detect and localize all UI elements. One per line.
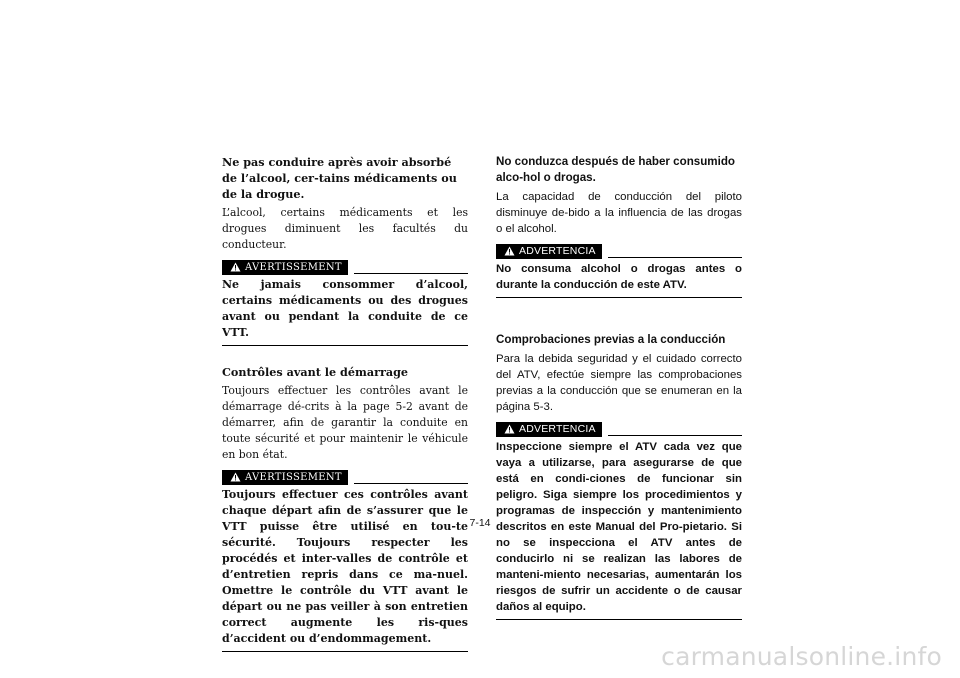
fr-warning-text-1: Ne jamais consommer d’alcool, certains médicaments ou des drogues avant ou pendant la conduite de ce VTT. — [222, 278, 468, 339]
fr-warning-box-2 — [222, 487, 468, 652]
warning-triangle-icon — [504, 424, 515, 434]
fr-precheck-body: Toujours effectuer les contrôles avant le démarrage dé-crits à la page 5-2 avant de démarrer, afin de garantir la conduite en toute sécurité et pour maintenir le véhicule en bon état. — [222, 384, 468, 461]
es-alcohol-heading: No conduzca después de haber consumido alco-hol o drogas. — [496, 155, 736, 184]
divider — [608, 257, 742, 258]
es-warning-badge-2 — [496, 422, 602, 437]
es-warning-header-1 — [496, 243, 742, 259]
fr-warning-header-2 — [222, 469, 468, 485]
es-warning-text-2: Inspeccione siempre el ATV cada vez que vaya a utilizarse, para asegurarse de que está en condi-ciones de funcionar sin peligro. Siga siempre los procedimientos y programas de inspección y mantenimiento descritos en este Manual del Pro-pietario. Si no se inspecciona el ATV antes de conducirlo ni se realizan las labores de manteni-miento necesarias, aumentarán los riesgos de sufrir un accidente o de causar daños al equipo. — [496, 441, 742, 613]
es-warning-label-2: ADVERTENCIA — [519, 423, 596, 435]
es-precheck-heading: Comprobaciones previas a la conducción — [496, 333, 726, 346]
fr-warning-text-2: Toujours effectuer ces contrôles avant chaque départ afin de s’assurer que le VTT puisse être utilisé en tou-te sécurité. Toujours respecter les procédés et inter-valles de contrôle et d’entretien repris dans ce ma-nuel. Omettre le contrôle du VTT avant le départ ou ne pas veiller à son entretien correct augmente les ris-ques d’accident ou d’endommagement. — [222, 488, 468, 645]
fr-warning-label-2: AVERTISSEMENT — [245, 471, 342, 483]
page-number: 7-14 — [469, 517, 491, 529]
es-alcohol-body: La capacidad de conducción del piloto disminuye de-bido a la influencia de las drogas o el alcohol. — [496, 191, 742, 235]
warning-triangle-icon — [230, 472, 241, 482]
es-warning-box-2 — [496, 439, 742, 620]
warning-triangle-icon — [504, 246, 515, 256]
fr-alcohol-heading: Ne pas conduire après avoir absorbé de l’alcool, cer-tains médicaments ou de la drogue. — [222, 155, 457, 201]
fr-precheck-heading: Contrôles avant le démarrage — [222, 365, 409, 379]
fr-warning-box-1 — [222, 277, 468, 346]
fr-warning-header-1 — [222, 259, 468, 275]
french-column — [222, 154, 468, 652]
fr-alcohol-body: L’alcool, certains médicaments et les drogues diminuent les facultés du conducteur. — [222, 206, 468, 251]
es-warning-badge-1 — [496, 244, 602, 259]
es-warning-header-2 — [496, 421, 742, 437]
fr-warning-badge-1 — [222, 260, 348, 275]
es-warning-box-1 — [496, 261, 742, 298]
es-warning-text-1: No consuma alcohol o drogas antes o durante la conducción de este ATV. — [496, 263, 742, 291]
fr-warning-badge-2 — [222, 470, 348, 485]
divider — [354, 483, 468, 484]
divider — [354, 273, 468, 274]
watermark: carmanualsonline.info — [661, 642, 942, 671]
fr-warning-label-1: AVERTISSEMENT — [245, 261, 342, 273]
es-warning-label-1: ADVERTENCIA — [519, 245, 596, 257]
spanish-column — [496, 154, 742, 620]
es-precheck-body: Para la debida seguridad y el cuidado correcto del ATV, efectúe siempre las comprobaciones previas a la conducción que se enumeran en la página 5-3. — [496, 353, 742, 413]
divider — [608, 435, 742, 436]
warning-triangle-icon — [230, 262, 241, 272]
